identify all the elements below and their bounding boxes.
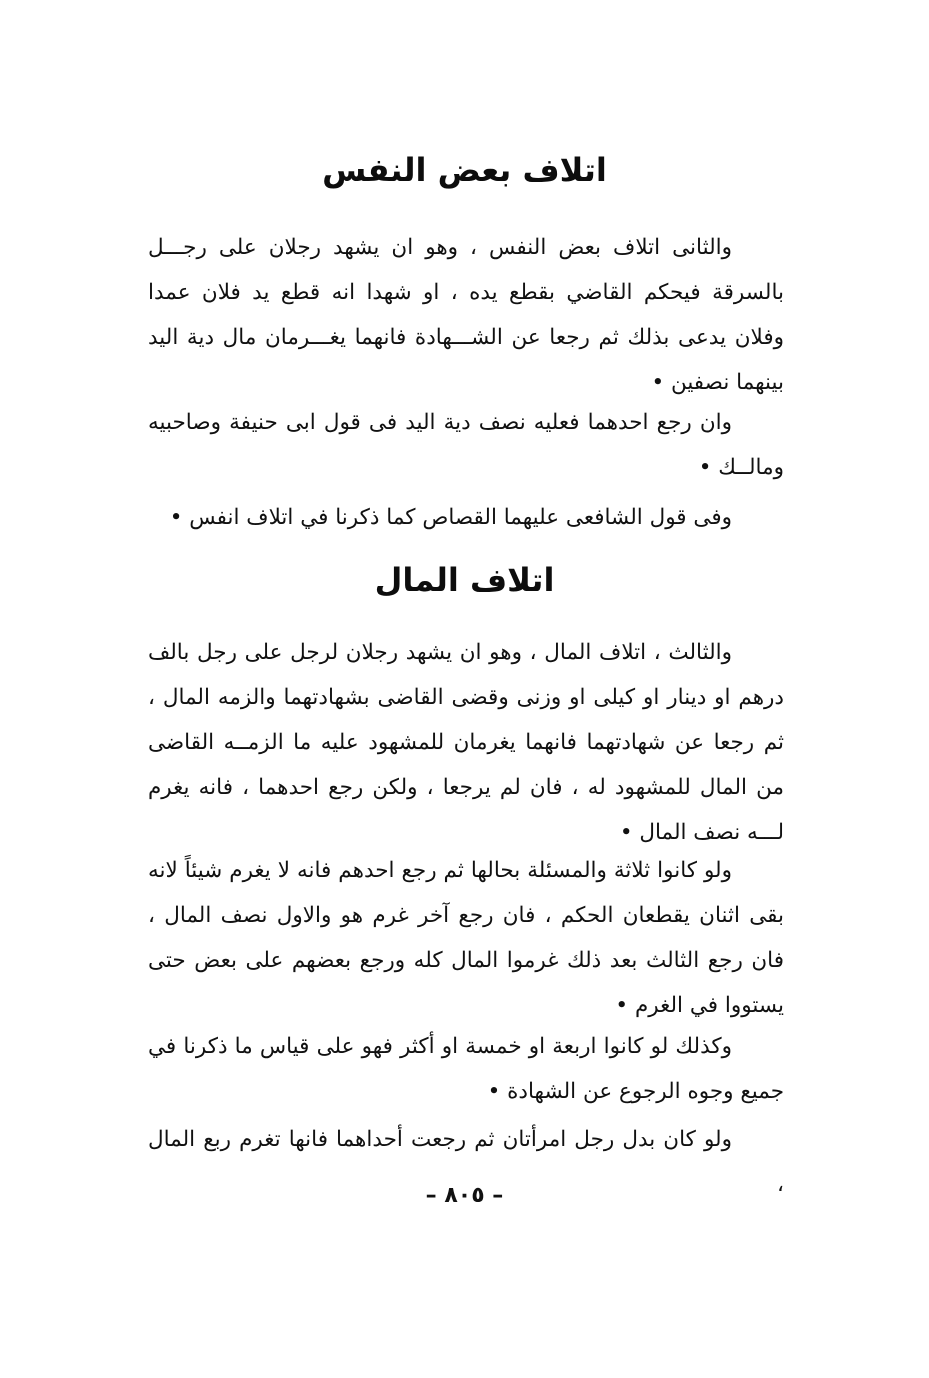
paragraph: وكذلك لو كانوا اربعة او خمسة او أكثر فهو على قياس ما ذكرنا في جميع وجوه الرجوع عن الشهادة •: [148, 1034, 784, 1104]
paragraph: وفى قول الشافعى عليهما القصاص كما ذكرنا في اتلاف انفس •: [169, 505, 732, 530]
section-heading-property: اتلاف المال: [374, 561, 555, 599]
paragraph: ولو كان بدل رجل امرأتان ثم رجعت أحداهما فانها تغرم ربع المال ،: [148, 1127, 784, 1197]
paragraph: والثانى اتلاف بعض النفس ، وهو ان يشهد رجلان على رجـــل بالسرقة فيحكم القاضي بقطع يده ، او شهدا انه قطع يد فلان عمدا وفلان يدعى بذلك ثم رجعا عن الشـــهادة فانهما يغـــرمان مال دية اليد بينهما نصفين •: [148, 235, 784, 395]
page-number: – ٨٠٥ –: [425, 1183, 504, 1208]
paragraph: ولو كانوا ثلاثة والمسئلة بحالها ثم رجع احدهم فانه لا يغرم شيئاً لانه بقى اثنان يقطعان الحكم ، فان رجع آخر غرم هو والاول نصف المال ، فان رجع الثالث بعد ذلك غرموا المال كله ورجع بعضهم على بعض حتى يستووا في الغرم •: [148, 858, 784, 1018]
paragraph: وان رجع احدهما فعليه نصف دية اليد فى قول ابى حنيفة وصاحبيه ومالــك •: [148, 410, 784, 480]
section-heading-partial-life: اتلاف بعض النفس: [322, 151, 607, 189]
paragraph: والثالث ، اتلاف المال ، وهو ان يشهد رجلان لرجل على رجل بالف درهم او دينار او كيلى او وزنى وقضى القاضى بشهادتهما والزمه المال ، ثم رجعا عن شهادتهما فانهما يغرمان للمشهود عليه ما الزمــه القاضى من المال للمشهود له ، فان لم يرجعا ، ولكن رجع احدهما ، فانه يغرم لـــه نصف المال •: [148, 640, 785, 845]
